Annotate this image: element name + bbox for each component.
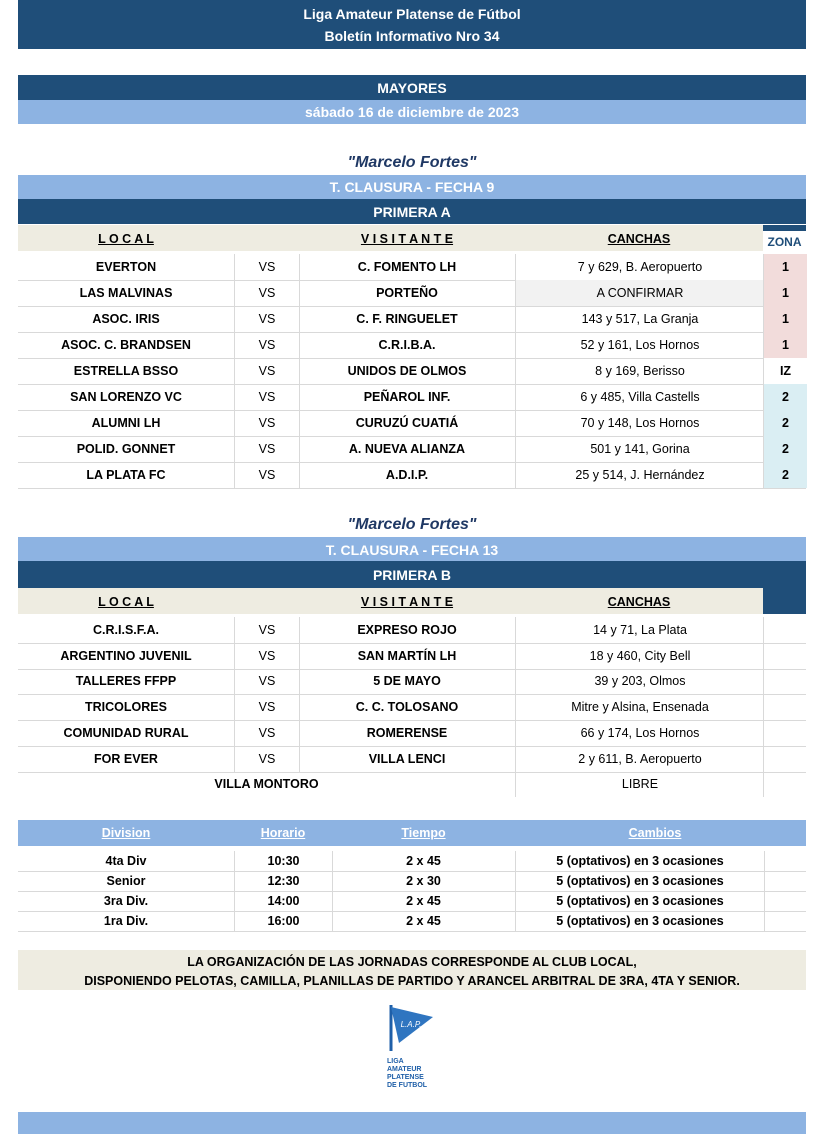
visiting-team: A. NUEVA ALIANZA: [348, 442, 466, 456]
visiting-team: C. F. RINGUELET: [356, 312, 458, 326]
schedule-division: 1ra Div.: [103, 914, 149, 928]
local-team: ESTRELLA BSSO: [73, 364, 179, 378]
division-primera-a: PRIMERA A: [18, 199, 806, 224]
zone-badge: 2: [763, 436, 807, 462]
vs-label: VS: [234, 694, 300, 720]
vs-label: VS: [234, 617, 300, 643]
lap-flag-logo-icon: [385, 1003, 445, 1099]
zone-badge: 2: [763, 384, 807, 410]
zone-badge: IZ: [763, 358, 807, 384]
vs-label: VS: [234, 358, 300, 384]
schedule-duration: 2 x 45: [406, 914, 441, 928]
visiting-team: PEÑAROL INF.: [363, 390, 451, 404]
venue: 7 y 629, B. Aeropuerto: [515, 254, 764, 280]
zone-badge: 1: [763, 306, 807, 332]
match-row: [18, 410, 806, 437]
local-team: ASOC. IRIS: [92, 312, 160, 326]
column-local: L O C A L: [98, 232, 154, 246]
local-team: TALLERES FFPP: [75, 674, 177, 689]
local-team: SAN LORENZO VC: [70, 390, 182, 404]
sponsor-primera-a: "Marcelo Fortes": [347, 154, 477, 171]
logo-line-2: AMATEUR: [387, 1066, 422, 1073]
schedule-row: [18, 891, 806, 912]
schedule-row: [18, 851, 806, 872]
match-row: [18, 746, 806, 773]
category-title: MAYORES: [18, 75, 806, 100]
local-team: LAS MALVINAS: [79, 286, 173, 300]
schedule-substitutions: 5 (optativos) en 3 ocasiones: [515, 871, 765, 891]
local-team: ARGENTINO JUVENIL: [60, 648, 192, 663]
vs-label: VS: [234, 462, 300, 488]
logo-line-1: LIGA: [387, 1058, 404, 1065]
zone-badge: 2: [763, 410, 807, 436]
visiting-team: 5 DE MAYO: [373, 674, 441, 689]
local-team: ALUMNI LH: [91, 416, 161, 430]
visiting-team: EXPRESO ROJO: [357, 623, 457, 637]
schedule-col-tiempo: Tiempo: [401, 826, 446, 840]
empty-zone: [763, 643, 807, 669]
match-row: [18, 254, 806, 281]
empty-zone: [763, 746, 807, 772]
zone-badge: 1: [763, 332, 807, 358]
visiting-team: PORTEÑO: [376, 286, 438, 300]
visiting-team: VILLA LENCI: [368, 751, 446, 766]
schedule-duration: 2 x 45: [406, 894, 441, 908]
schedule-col-cambios: Cambios: [628, 826, 682, 840]
bye-label: LIBRE: [515, 771, 764, 797]
column-visitante: V I S I T A N T E: [360, 595, 454, 609]
zone-badge: 1: [763, 254, 807, 280]
schedule-duration: 2 x 45: [406, 854, 441, 868]
table-header-primera-a: [18, 225, 806, 251]
venue: 25 y 514, J. Hernández: [515, 462, 764, 488]
venue: 2 y 611, B. Aeropuerto: [515, 746, 764, 772]
schedule-row: [18, 871, 806, 892]
empty-zone: [763, 617, 807, 643]
logo-line-4: DE FUTBOL: [387, 1082, 428, 1089]
venue: 66 y 174, Los Hornos: [515, 720, 764, 746]
local-team: FOR EVER: [94, 751, 158, 766]
venue: 6 y 485, Villa Castells: [515, 384, 764, 410]
visiting-team: SAN MARTÍN LH: [357, 648, 457, 663]
visiting-team: CURUZÚ CUATIÁ: [355, 416, 459, 430]
schedule-time: 10:30: [234, 851, 333, 871]
league-name: Liga Amateur Platense de Fútbol: [303, 6, 521, 22]
division-primera-b: PRIMERA B: [18, 561, 806, 588]
venue: 70 y 148, Los Hornos: [515, 410, 764, 436]
local-team: ASOC. C. BRANDSEN: [61, 338, 191, 352]
match-row: [18, 332, 806, 359]
vs-label: VS: [234, 643, 300, 669]
venue: 18 y 460, City Bell: [515, 643, 764, 669]
schedule-row: [18, 911, 806, 932]
match-row: [18, 358, 806, 385]
footer-band: [18, 1112, 806, 1134]
schedule-duration: 2 x 30: [406, 874, 441, 888]
logo-line-3: PLATENSE: [387, 1074, 424, 1081]
visiting-team: UNIDOS DE OLMOS: [347, 364, 467, 378]
visiting-team: C.R.I.B.A.: [378, 338, 436, 352]
table-header-primera-b: [18, 588, 806, 614]
bye-row: [18, 771, 806, 797]
match-row: [18, 720, 806, 747]
venue: 143 y 517, La Granja: [515, 306, 764, 332]
schedule-col-division: Division: [101, 826, 151, 840]
column-canchas: CANCHAS: [607, 232, 671, 246]
zone-badge: 1: [763, 280, 807, 306]
match-row: [18, 668, 806, 695]
venue: 52 y 161, Los Hornos: [515, 332, 764, 358]
vs-label: VS: [234, 254, 300, 280]
schedule-substitutions: 5 (optativos) en 3 ocasiones: [515, 851, 765, 871]
notice-line-1: LA ORGANIZACIÓN DE LAS JORNADAS CORRESPONDE AL CLUB LOCAL,: [187, 955, 637, 969]
vs-label: VS: [234, 280, 300, 306]
schedule-division: 3ra Div.: [103, 894, 149, 908]
empty-zone: [763, 694, 807, 720]
empty-zone: [763, 720, 807, 746]
notice-line-2: DISPONIENDO PELOTAS, CAMILLA, PLANILLAS DE PARTIDO Y ARANCEL ARBITRAL DE 3RA, 4TA Y SENIOR.: [84, 974, 740, 988]
vs-label: VS: [234, 746, 300, 772]
vs-label: VS: [234, 720, 300, 746]
schedule-substitutions: 5 (optativos) en 3 ocasiones: [515, 911, 765, 931]
visiting-team: A.D.I.P.: [385, 468, 429, 482]
venue: 8 y 169, Berisso: [515, 358, 764, 384]
vs-label: VS: [234, 384, 300, 410]
match-row: [18, 643, 806, 670]
vs-label: VS: [234, 332, 300, 358]
local-team: LA PLATA FC: [86, 468, 166, 482]
schedule-header: [18, 820, 806, 846]
venue: 39 y 203, Olmos: [515, 668, 764, 694]
vs-label: VS: [234, 668, 300, 694]
schedule-col-horario: Horario: [260, 826, 306, 840]
match-date: sábado 16 de diciembre de 2023: [18, 100, 806, 124]
match-row: [18, 384, 806, 411]
match-row: [18, 694, 806, 721]
bulletin-number: Boletín Informativo Nro 34: [324, 28, 500, 44]
local-team: C.R.I.S.F.A.: [93, 623, 159, 637]
match-row: [18, 462, 806, 489]
logo-flag-text: L.A.P.: [400, 1020, 422, 1029]
column-local: L O C A L: [98, 595, 154, 609]
tournament-primera-a: T. CLAUSURA - FECHA 9: [18, 175, 806, 199]
match-row: [18, 280, 806, 307]
empty-zone: [763, 668, 807, 694]
vs-label: VS: [234, 436, 300, 462]
local-team: COMUNIDAD RURAL: [63, 725, 189, 740]
visiting-team: C. C. TOLOSANO: [355, 700, 459, 715]
local-team: EVERTON: [95, 260, 157, 274]
venue: Mitre y Alsina, Ensenada: [515, 694, 764, 720]
visiting-team: ROMERENSE: [366, 725, 448, 740]
organization-notice: [18, 950, 806, 990]
vs-label: VS: [234, 410, 300, 436]
venue: 14 y 71, La Plata: [515, 617, 764, 643]
match-row: [18, 617, 806, 644]
schedule-substitutions: 5 (optativos) en 3 ocasiones: [515, 891, 765, 911]
visiting-team: C. FOMENTO LH: [357, 260, 457, 274]
schedule-time: 12:30: [234, 871, 333, 891]
bulletin-header: [18, 0, 806, 49]
column-canchas: CANCHAS: [607, 595, 671, 609]
column-visitante: V I S I T A N T E: [360, 232, 454, 246]
tournament-primera-b: T. CLAUSURA - FECHA 13: [18, 537, 806, 561]
schedule-division: Senior: [106, 874, 146, 888]
local-team: POLID. GONNET: [76, 442, 176, 456]
column-zona: ZONA: [763, 231, 806, 251]
schedule-time: 16:00: [234, 911, 333, 931]
venue: A CONFIRMAR: [515, 280, 764, 306]
match-row: [18, 436, 806, 463]
schedule-division: 4ta Div: [105, 854, 147, 868]
sponsor-primera-b: "Marcelo Fortes": [347, 516, 477, 533]
schedule-time: 14:00: [234, 891, 333, 911]
bye-team: VILLA MONTORO: [214, 777, 319, 791]
match-row: [18, 306, 806, 333]
zone-badge: 2: [763, 462, 807, 488]
vs-label: VS: [234, 306, 300, 332]
local-team: TRICOLORES: [85, 700, 167, 715]
venue: 501 y 141, Gorina: [515, 436, 764, 462]
